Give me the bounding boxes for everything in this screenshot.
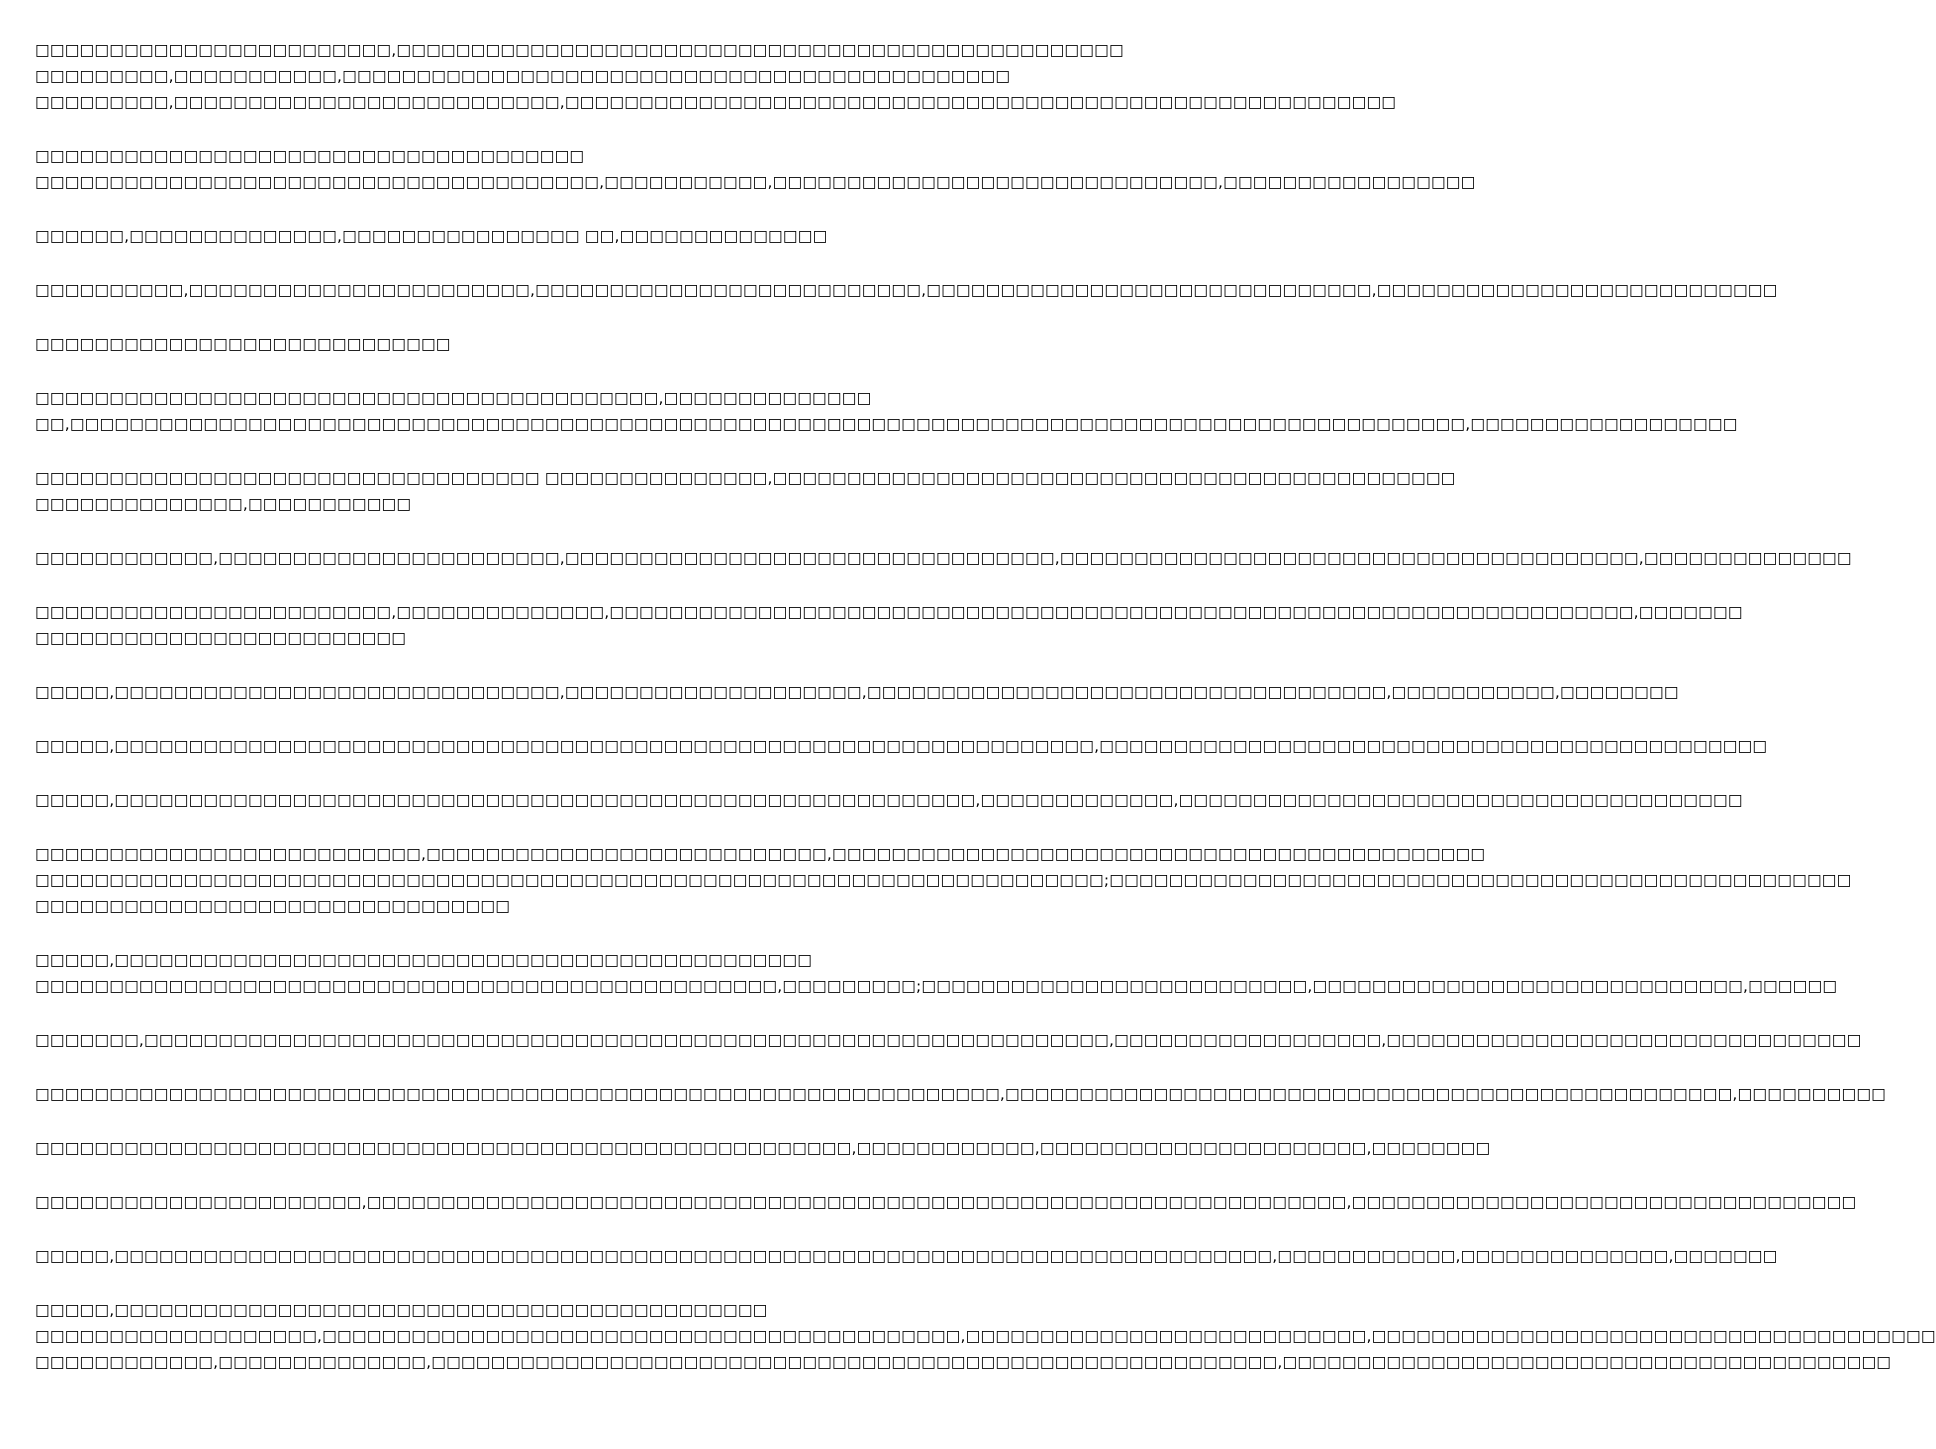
text-line: □□□□□□□,□□□□□□□□□□□□□□□□□□□□□□□□□□□□□□□□□□□□□□□□□□□□□□□□□□□□□□□□□□□□□□□□□,□□□□□□□□□□□□□□□□□□,□□□□□□□□□□□□□□□□□□□□□□□□□□□□□□□□ <box>35 1031 1862 1049</box>
paragraph <box>35 679 1679 705</box>
text-line: □□□□□□□□□□□□□□□□□□□□□□□□,□□□□□□□□□□□□□□□□□□□□□□□□□□□□□□□□□□□□□□□□□□□□□□□□□ <box>35 41 1124 59</box>
paragraph <box>35 277 1778 303</box>
text-line: □□□□□□□□□,□□□□□□□□□□□□□□□□□□□□□□□□□□,□□□□□□□□□□□□□□□□□□□□□□□□□□□□□□□□□□□□□□□□□□□□□□□□□□□□□□□□ <box>35 93 1397 111</box>
text-line: □□□□□□□□□□□□□□□□□□□□□□□□□□□□□□□□□□□□□□□□□□,□□□□□□□□□□□□□□ <box>35 389 872 407</box>
text-line: □□□□□,□□□□□□□□□□□□□□□□□□□□□□□□□□□□□□□□□□□□□□□□□□□□□□□□□□□□□□□□□□□□□□□□□□□□□□□□□□□□□□,□□□□□□□□□□□□,□□□□□□□□□□□□□□,□□□□□□□ <box>35 1247 1778 1265</box>
text-line: □□□□□□□□□□,□□□□□□□□□□□□□□□□□□□□□□□,□□□□□□□□□□□□□□□□□□□□□□□□□□,□□□□□□□□□□□□□□□□□□□□□□□□□□□□□□,□□□□□□□□□□□□□□□□□□□□□□□□□□□ <box>35 281 1778 299</box>
text-line: □□□□□□□□□□□□□□□□□□□□□□□□□□□□□□□□□□□□□ <box>35 147 585 165</box>
paragraph <box>35 733 1768 759</box>
text-line: □□□□□□□□□□□□□□□□□□□□□□□□□□□□□□□□□□□□□□□□□□□□□□□□□□,□□□□□□□□□;□□□□□□□□□□□□□□□□□□□□□□□□□□,□□□□□□□□□□□□□□□□□□□□□□□□□□□□□,□□□□□□ <box>35 977 1838 995</box>
paragraph <box>35 1189 1857 1215</box>
paragraph <box>35 143 1476 195</box>
text-line: □□,□□□□□□□□□□□□□□□□□□□□□□□□□□□□□□□□□□□□□□□□□□□□□□□□□□□□□□□□□□□□□□□□□□□□□□□□□□□□□□□□□□□□□□□□□□□□□□,□□□□□□□□□□□□□□□□□□ <box>35 415 1738 433</box>
paragraph <box>35 465 1456 517</box>
paragraph <box>35 841 1852 919</box>
paragraph <box>35 787 1743 813</box>
text-line: □□□□□□□□□□□□□□□□□□□□□□□□□□□□□□□□□□□□□□□□□□□□□□□□□□□□□□□□□□□□□□□□□□□□□□□□;□□□□□□□□□□□□□□□□□□□□□□□□□□□□□□□□□□□□□□□□□□□□□□□□□□ <box>35 871 1852 889</box>
paragraph <box>35 545 1852 571</box>
text-line: □□□□□,□□□□□□□□□□□□□□□□□□□□□□□□□□□□□□□□□□□□□□□□□□□□□□□ <box>35 951 813 969</box>
text-line: □□□□□□□□□□□□,□□□□□□□□□□□□□□,□□□□□□□□□□□□□□□□□□□□□□□□□□□□□□□□□□□□□□□□□□□□□□□□□□□□□□□□□,□□□□□□□□□□□□□□□□□□□□□□□□□□□□□□□□□□□□□□□□□ <box>35 1353 1892 1371</box>
paragraph <box>35 1081 1887 1107</box>
text-line: □□□□□□,□□□□□□□□□□□□□□,□□□□□□□□□□□□□□□□ □□,□□□□□□□□□□□□□□ <box>35 227 828 245</box>
paragraph <box>35 385 1738 437</box>
text-line: □□□□□□□□□□□□□□□□□□□,□□□□□□□□□□□□□□□□□□□□□□□□□□□□□□□□□□□□□□□□□□□,□□□□□□□□□□□□□□□□□□□□□□□□□□□,□□□□□□□□□□□□□□□□□□□□□□□□□□□□□□□□□□□□□□ <box>35 1327 1936 1345</box>
text-line: □□□□□□□□□□□□□□□□□□□□□□□□□□□□□□□□□□□□□□□□□□□□□□□□□□□□□□□,□□□□□□□□□□□□,□□□□□□□□□□□□□□□□□□□□□□,□□□□□□□□ <box>35 1139 1491 1157</box>
text-line: □□□□□,□□□□□□□□□□□□□□□□□□□□□□□□□□□□□□□□□□□□□□□□□□□□ <box>35 1301 768 1319</box>
document-body <box>35 37 1936 1403</box>
paragraph <box>35 1297 1936 1375</box>
text-line: □□□□□□□□□□□□□□,□□□□□□□□□□□ <box>35 495 412 513</box>
text-line: □□□□□,□□□□□□□□□□□□□□□□□□□□□□□□□□□□□□□□□□□□□□□□□□□□□□□□□□□□□□□□□□□□□□□□□□,□□□□□□□□□□□□□□□□□□□□□□□□□□□□□□□□□□□□□□□□□□□□□ <box>35 737 1768 755</box>
text-line: □□□□□□□□□□□□□□□□□□□□□□□□□□□□□□□□□□□□□□,□□□□□□□□□□□,□□□□□□□□□□□□□□□□□□□□□□□□□□□□□□,□□□□□□□□□□□□□□□□□ <box>35 173 1476 191</box>
paragraph <box>35 331 989 357</box>
text-line: □□□□□,□□□□□□□□□□□□□□□□□□□□□□□□□□□□□□□□□□□□□□□□□□□□□□□□□□□□□□□□□□,□□□□□□□□□□□□□,□□□□□□□□□□□□□□□□□□□□□□□□□□□□□□□□□□□□□□ <box>35 791 1743 809</box>
paragraph <box>35 599 1743 651</box>
text-line: □□□□□□□□□□□□□□□□□□□□□□□□□□□□□□□□□□ □□□□□□□□□□□□□□□,□□□□□□□□□□□□□□□□□□□□□□□□□□□□□□□□□□□□□□□□□□□□□□ <box>35 469 1456 487</box>
text-line: □□□□□□□□□□□□□□□□□□□□□□□□□□□□□□□□ <box>35 897 511 915</box>
paragraph <box>35 1135 1491 1161</box>
paragraph <box>35 1243 1778 1269</box>
text-line: □□□□□,□□□□□□□□□□□□□□□□□□□□□□□□□□□□□□,□□□□□□□□□□□□□□□□□□□□,□□□□□□□□□□□□□□□□□□□□□□□□□□□□□□□□□□□,□□□□□□□□□□□,□□□□□□□□ <box>35 683 1679 701</box>
text-line: □□□□□□□□□□□□□□□□□□□□□□□□□□□□□□□□□□□□□□□□□□□□□□□□□□□□□□□□□□□□□□□□□,□□□□□□□□□□□□□□□□□□□□□□□□□□□□□□□□□□□□□□□□□□□□□□□□□,□□□□□□□□□□ <box>35 1085 1887 1103</box>
paragraph <box>35 223 989 249</box>
text-line: □□□□□□□□□□□□□□□□□□□□□□□□□□□□ <box>35 335 451 353</box>
text-line: □□□□□□□□□,□□□□□□□□□□□,□□□□□□□□□□□□□□□□□□□□□□□□□□□□□□□□□□□□□□□□□□□□□ <box>35 67 1011 85</box>
text-line: □□□□□□□□□□□□□□□□□□□□□□,□□□□□□□□□□□□□□□□□□□□□□□□□□□□□□□□□□□□□□□□□□□□□□□□□□□□□□□□□□□□□□□□□□,□□□□□□□□□□□□□□□□□□□□□□□□□□□□□□□□□□ <box>35 1193 1857 1211</box>
text-line: □□□□□□□□□□□□□□□□□□□□□□□□□□,□□□□□□□□□□□□□□□□□□□□□□□□□□□,□□□□□□□□□□□□□□□□□□□□□□□□□□□□□□□□□□□□□□□□□□□□ <box>35 845 1486 863</box>
paragraph <box>35 1027 1862 1053</box>
paragraph <box>35 37 1397 115</box>
paragraph <box>35 947 1838 999</box>
text-line: □□□□□□□□□□□□□□□□□□□□□□□□,□□□□□□□□□□□□□□,□□□□□□□□□□□□□□□□□□□□□□□□□□□□□□□□□□□□□□□□□□□□□□□□□□□□□□□□□□□□□□□□□□□□□,□□□□□□□ <box>35 603 1743 621</box>
text-line: □□□□□□□□□□□□□□□□□□□□□□□□□ <box>35 629 407 647</box>
text-line: □□□□□□□□□□□□,□□□□□□□□□□□□□□□□□□□□□□□,□□□□□□□□□□□□□□□□□□□□□□□□□□□□□□□□□,□□□□□□□□□□□□□□□□□□□□□□□□□□□□□□□□□□□□□□□,□□□□□□□□□□□□□□ <box>35 549 1852 567</box>
